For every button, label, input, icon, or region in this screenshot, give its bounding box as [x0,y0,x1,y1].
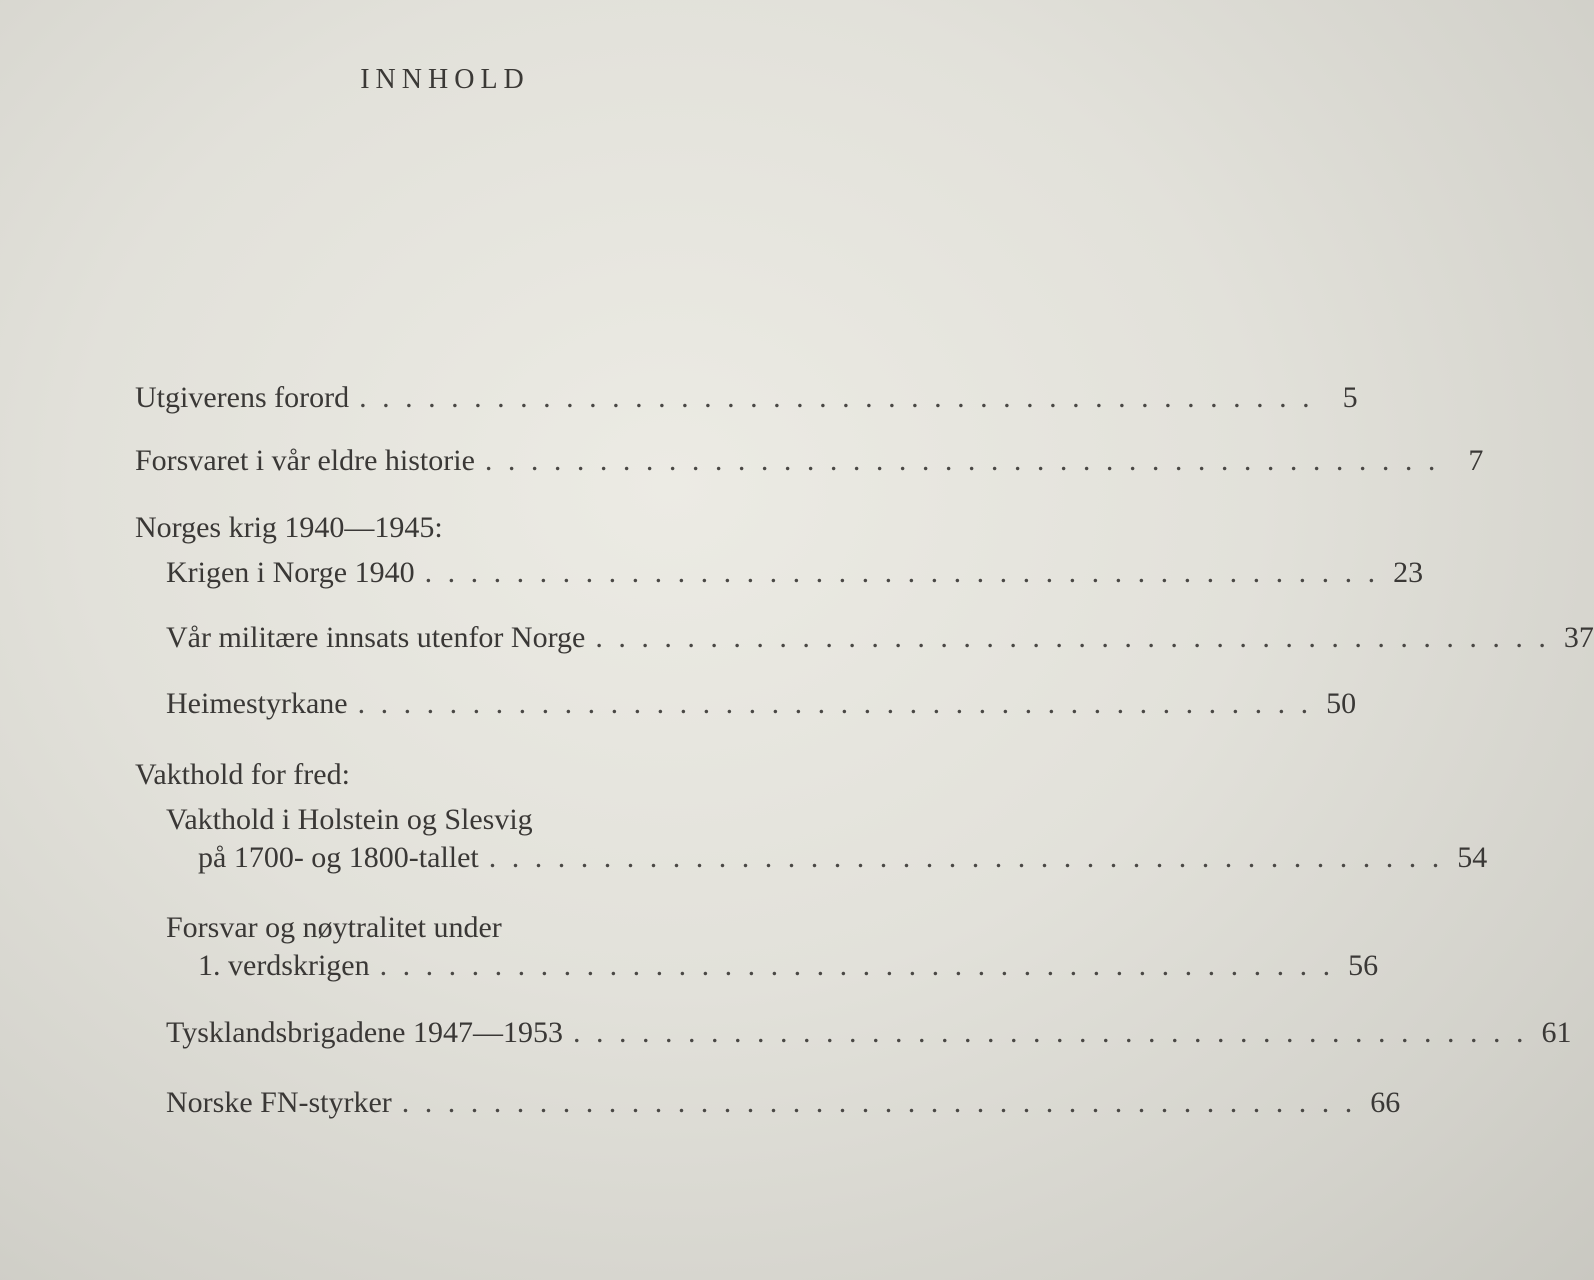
toc-entry [135,443,1484,479]
toc-page-number: 37 [1563,621,1594,654]
toc-page-number: 5 [1342,381,1358,414]
toc-page-number: 7 [1468,444,1484,477]
toc-leader-dots: . . . . . . . . . . . . . . . . . . . . . . . . . . . . . . . . . . . . . . . . . . [573,1016,1528,1049]
toc-entry-label: Utgiverens forord [135,381,350,414]
toc-page-number: 50 [1326,687,1357,720]
toc-leader-dots: . . . . . . . . . . . . . . . . . . . . . . . . . . . . . . . . . . . . . . . . . . [379,949,1335,982]
toc-entry [135,380,1358,416]
toc-leader-dots: . . . . . . . . . . . . . . . . . . . . . . . . . . . . . . . . . . . . . . . . . . [357,687,1313,720]
toc-page-number: 56 [1348,949,1379,982]
toc-leader-dots: . . . . . . . . . . . . . . . . . . . . . . . . . . . . . . . . . . . . . . . . . . [401,1086,1357,1119]
toc-entry [166,1015,1572,1051]
toc-leader-dots: . . . . . . . . . . . . . . . . . . . . . . . . . . . . . . . . . . . . . . . . . . [424,556,1380,589]
toc-entry-label: på 1700- og 1800-tallet [198,841,479,874]
toc-entry-label: Krigen i Norge 1940 [166,556,415,589]
toc-leader-dots: . . . . . . . . . . . . . . . . . . . . . . . . . . . . . . . . . . . . . . . . . . [359,381,1314,414]
toc-entry-label: Forsvaret i vår eldre historie [135,444,475,477]
toc-entry [166,555,1424,591]
toc-entry-label-line1: Forsvar og nøytralitet under [166,911,502,944]
toc-entry [166,620,1594,656]
toc-entry [198,840,1488,876]
toc-page-number: 23 [1393,556,1424,589]
toc-entry-label: Tysklandsbrigadene 1947—1953 [166,1016,564,1049]
toc-entry-label-line1: Vakthold i Holstein og Slesvig [166,803,533,836]
toc-page-number: 61 [1541,1016,1572,1049]
toc-leader-dots: . . . . . . . . . . . . . . . . . . . . . . . . . . . . . . . . . . . . . . . . . . [595,621,1550,654]
toc-entry-label: Norske FN-styrker [166,1086,392,1119]
toc-entry [166,1085,1401,1121]
toc-entry-label: Vår militære innsats utenfor Norge [166,621,586,654]
toc-leader-dots: . . . . . . . . . . . . . . . . . . . . . . . . . . . . . . . . . . . . . . . . . . [484,444,1440,477]
toc-leader-dots: . . . . . . . . . . . . . . . . . . . . . . . . . . . . . . . . . . . . . . . . . . [488,841,1444,874]
toc-page-number: 66 [1370,1086,1401,1119]
page-title: INNHOLD [360,64,530,95]
toc-entry [198,948,1379,984]
toc-entry-label: 1. verdskrigen [198,949,370,982]
toc-entry [166,686,1357,722]
toc-section-heading: Norges krig 1940—1945: [135,511,443,544]
toc-section-heading: Vakthold for fred: [135,758,350,791]
toc-entry-label: Heimestyrkane [166,687,348,720]
toc-page-number: 54 [1457,841,1488,874]
